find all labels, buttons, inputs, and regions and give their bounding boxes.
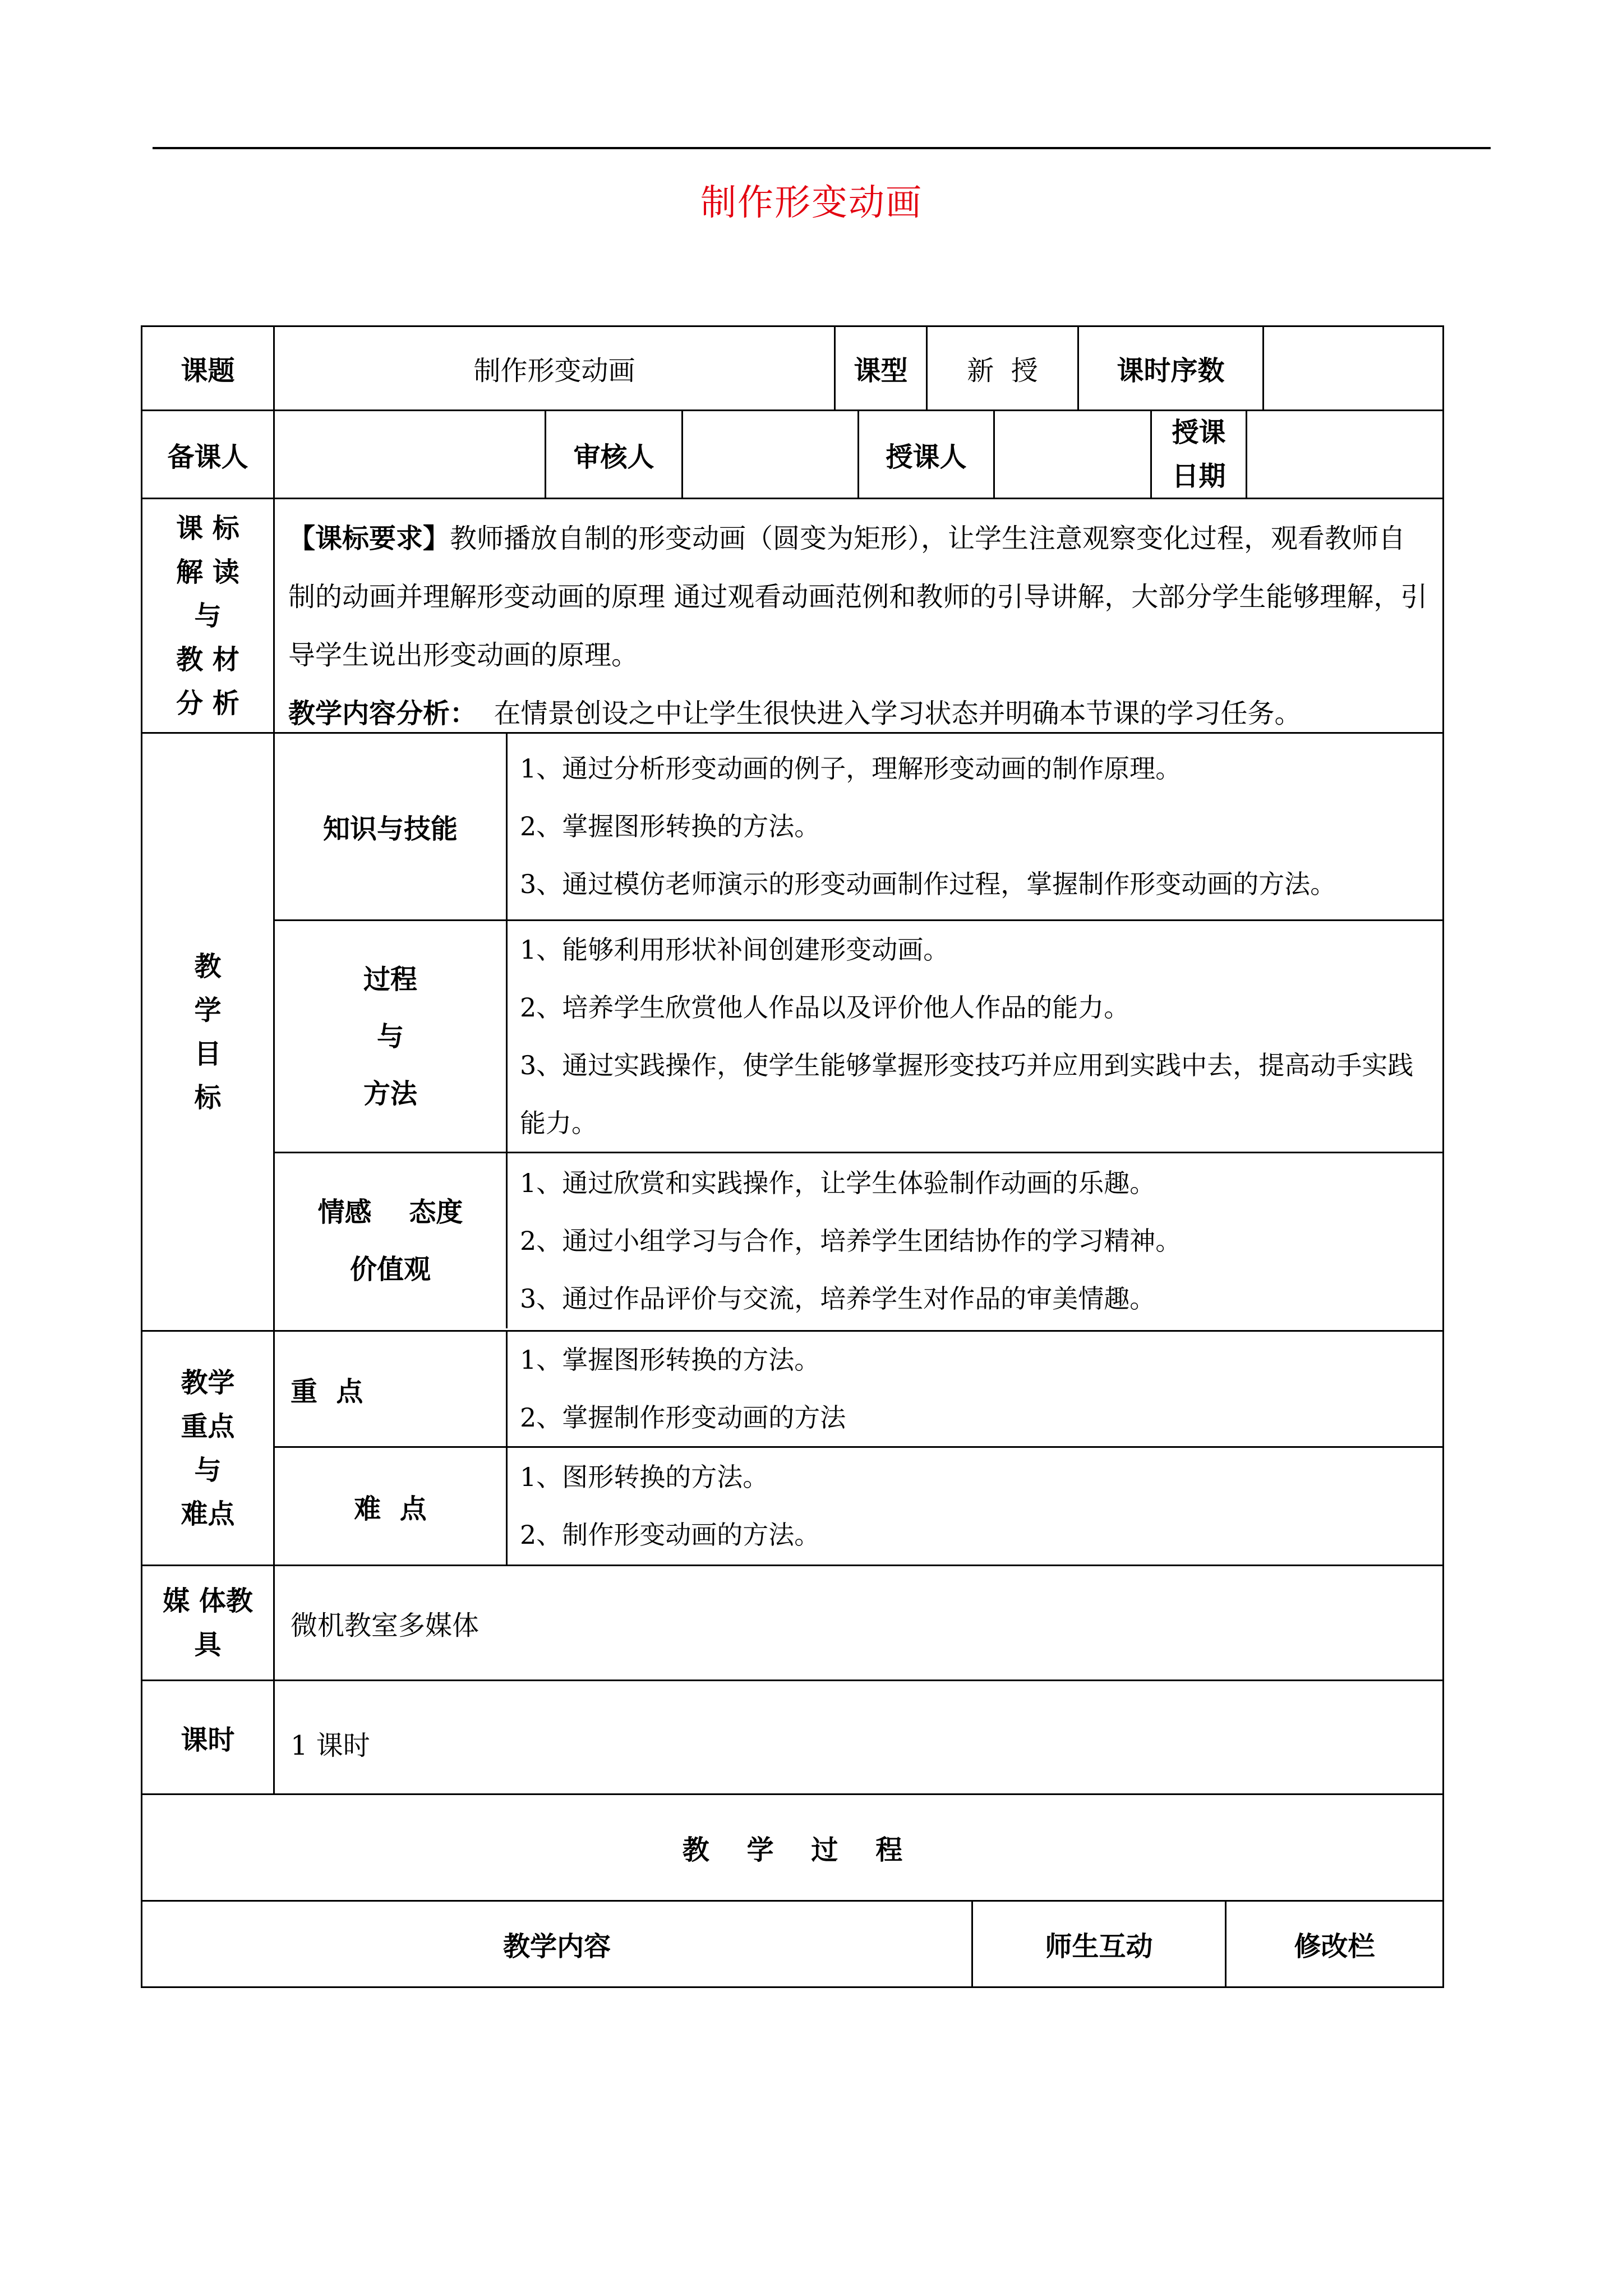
reviewer-label: 审核人 xyxy=(546,411,683,498)
page-title: 制作形变动画 xyxy=(700,182,923,224)
content-analysis-heading: 教学内容分析： xyxy=(288,698,477,729)
row-media xyxy=(141,1566,1444,1681)
process-label xyxy=(275,921,508,1152)
type-value: 新 授 xyxy=(928,327,1079,409)
date-label xyxy=(1152,411,1247,498)
label-line: 教学 xyxy=(181,1366,235,1398)
list-item: 3、通过作品评价与交流，培养学生对作品的审美情趣。 xyxy=(520,1283,1156,1314)
preparer-label: 备课人 xyxy=(142,411,275,498)
goals-label xyxy=(142,734,275,1330)
difficulty-items xyxy=(508,1448,1442,1565)
lesson-plan-table xyxy=(141,325,1444,1988)
label-line: 价值观 xyxy=(349,1254,431,1285)
label-line: 重点 xyxy=(181,1410,235,1442)
process-methods xyxy=(275,921,1442,1153)
knowledge-items xyxy=(508,734,1442,919)
keys-label xyxy=(142,1332,275,1565)
label-line: 学 xyxy=(194,994,222,1026)
row-process-title xyxy=(141,1795,1444,1902)
curriculum-requirement xyxy=(288,509,1429,684)
goals-detail xyxy=(275,734,1442,1330)
list-item: 1、通过分析形变动画的例子，理解形变动画的制作原理。 xyxy=(520,753,1182,784)
label-line: 课 标 xyxy=(176,512,239,544)
row-topic xyxy=(141,325,1444,411)
list-item: 2、通过小组学习与合作，培养学生团结协作的学习精神。 xyxy=(520,1225,1182,1256)
list-item: 2、制作形变动画的方法。 xyxy=(520,1520,820,1550)
label-line: 与 xyxy=(376,1020,404,1052)
keys-detail xyxy=(275,1332,1442,1565)
media-value: 微机教室多媒体 xyxy=(291,1609,479,1641)
requirement-text: 教师播放自制的形变动画（圆变为矩形），让学生注意观察变化过程，观看教师自制的动画并理解形变动画的原理 通过观看动画范例和教师的引导讲解，大部分学生能够理解，引导学生说出形变动画的原理。 xyxy=(288,523,1428,671)
list-item: 1、通过欣赏和实践操作，让学生体验制作动画的乐趣。 xyxy=(520,1167,1156,1198)
label-line: 难点 xyxy=(181,1498,235,1530)
preparer-value xyxy=(275,411,546,498)
hours-label: 课时 xyxy=(142,1681,275,1793)
key-point xyxy=(275,1332,1442,1448)
emotion-items xyxy=(508,1153,1442,1328)
date-value xyxy=(1247,411,1442,498)
difficulty-label: 难 点 xyxy=(275,1448,508,1565)
list-item: 2、掌握图形转换的方法。 xyxy=(520,811,820,841)
process-title: 教 学 过 程 xyxy=(682,1834,903,1866)
emotion-values xyxy=(275,1153,1442,1328)
date-label-line: 授课 xyxy=(1172,417,1226,448)
list-item: 1、图形转换的方法。 xyxy=(520,1462,769,1492)
type-label: 课型 xyxy=(836,327,928,409)
list-item: 1、能够利用形状补间创建形变动画。 xyxy=(520,934,949,965)
list-item: 3、通过模仿老师演示的形变动画制作过程，掌握制作形变动画的方法。 xyxy=(520,869,1336,899)
list-item: 3、通过实践操作，使学生能够掌握形变技巧并应用到实践中去，提高动手实践能力。 xyxy=(520,1050,1414,1138)
topic-label: 课题 xyxy=(142,327,275,409)
key-label: 重 点 xyxy=(275,1332,508,1446)
label-line: 目 xyxy=(194,1038,222,1070)
label-line: 情感 态度 xyxy=(317,1197,463,1228)
analysis-label xyxy=(142,499,275,732)
label-line: 过程 xyxy=(363,963,417,995)
row-staff xyxy=(141,411,1444,499)
analysis-content xyxy=(275,499,1442,732)
list-item: 2、掌握制作形变动画的方法 xyxy=(520,1402,846,1433)
label-line: 媒 体教 xyxy=(163,1585,253,1617)
list-item: 1、掌握图形转换的方法。 xyxy=(520,1345,820,1375)
teacher-label: 授课人 xyxy=(859,411,995,498)
date-label-line: 日期 xyxy=(1172,461,1226,492)
difficult-point xyxy=(275,1448,1442,1565)
content-header: 教学内容 xyxy=(142,1902,973,1986)
row-key-points xyxy=(141,1332,1444,1566)
label-line: 方法 xyxy=(363,1078,417,1110)
label-line: 分 析 xyxy=(176,687,239,719)
reviewer-value xyxy=(683,411,859,498)
label-line: 解 读 xyxy=(176,556,239,588)
media-label xyxy=(142,1566,275,1680)
row-process-header xyxy=(141,1902,1444,1988)
label-line: 标 xyxy=(194,1082,222,1114)
label-line: 具 xyxy=(194,1629,222,1660)
row-analysis xyxy=(141,499,1444,734)
topic-value: 制作形变动画 xyxy=(275,327,836,409)
interaction-header: 师生互动 xyxy=(973,1902,1227,1986)
content-analysis-text: 在情景创设之中让学生很快进入学习状态并明确本节课的学习任务。 xyxy=(477,698,1302,729)
requirement-heading: 【课标要求】 xyxy=(288,523,450,554)
period-value xyxy=(1264,327,1442,409)
teacher-value xyxy=(995,411,1152,498)
label-line: 教 材 xyxy=(176,643,239,675)
hours-value: 1 课时 xyxy=(291,1729,370,1761)
label-line: 与 xyxy=(194,1454,222,1486)
emotion-label xyxy=(275,1153,508,1328)
knowledge-skills xyxy=(275,734,1442,921)
row-goals xyxy=(141,734,1444,1332)
revision-header: 修改栏 xyxy=(1294,1931,1375,1962)
header-rule xyxy=(153,147,1491,149)
knowledge-label: 知识与技能 xyxy=(275,734,508,919)
label-line: 教 xyxy=(194,950,222,982)
process-items xyxy=(508,921,1442,1152)
label-line: 与 xyxy=(194,600,222,632)
period-label: 课时序数 xyxy=(1079,327,1264,409)
list-item: 2、培养学生欣赏他人作品以及评价他人作品的能力。 xyxy=(520,992,1130,1023)
row-hours xyxy=(141,1681,1444,1795)
key-items xyxy=(508,1332,1442,1446)
